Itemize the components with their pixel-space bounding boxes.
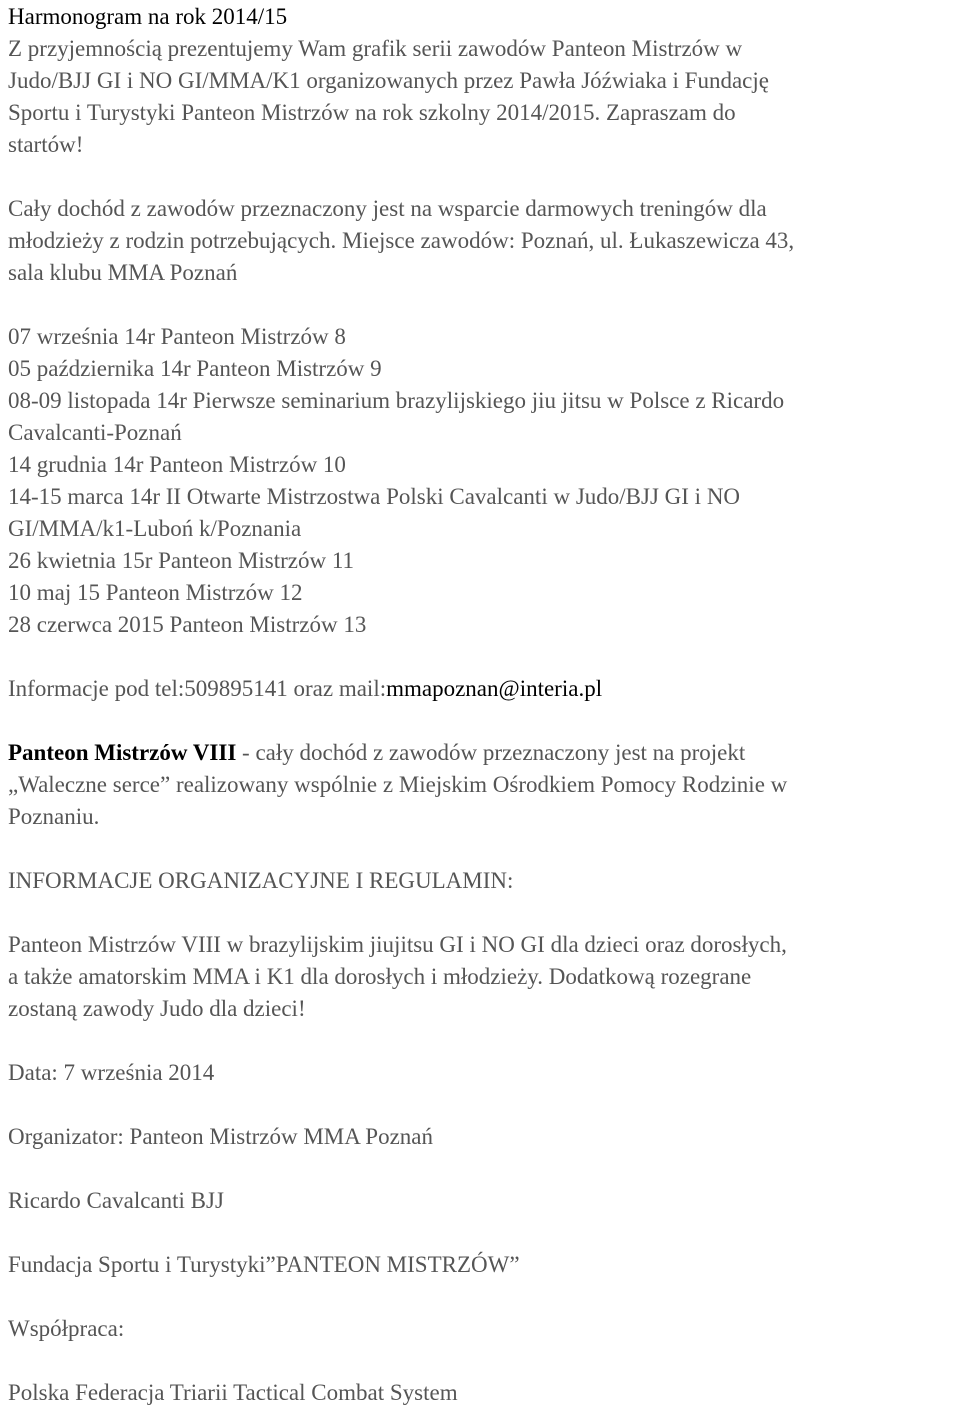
income-line: Cały dochód z zawodów przeznaczony jest na wsparcie darmowych treningów dla [8,196,767,221]
schedule-item: Cavalcanti-Poznań [8,420,182,445]
project-name: Panteon Mistrzów VIII [8,740,237,765]
spacer [8,833,952,865]
schedule-item: 14 grudnia 14r Panteon Mistrzów 10 [8,452,346,477]
spacer [8,161,952,193]
project-line: „Waleczne serce” realizowany wspólnie z Miejskim Ośrodkiem Pomocy Rodzinie w [8,772,788,797]
schedule-item: GI/MMA/k1-Luboń k/Poznania [8,516,302,541]
intro-line: Z przyjemnością prezentujemy Wam grafik serii zawodów Panteon Mistrzów w [8,36,743,61]
schedule-list [8,321,952,641]
spacer [8,1281,952,1313]
schedule-item: 05 października 14r Panteon Mistrzów 9 [8,356,382,381]
spacer [8,1153,952,1185]
document-title: Harmonogram na rok 2014/15 [8,4,288,29]
project-line: Poznaniu. [8,804,100,829]
spacer [8,705,952,737]
spacer [8,897,952,929]
project-line [8,737,952,769]
partner: Ricardo Cavalcanti BJJ [8,1188,224,1213]
spacer [8,641,952,673]
event-date: Data: 7 września 2014 [8,1060,215,1085]
schedule-item: 14-15 marca 14r II Otwarte Mistrzostwa Polski Cavalcanti w Judo/BJJ GI i NO [8,484,741,509]
description-line: Panteon Mistrzów VIII w brazylijskim jiujitsu GI i NO GI dla dzieci oraz dorosłych, [8,932,787,957]
schedule-item: 07 września 14r Panteon Mistrzów 8 [8,324,346,349]
contact-info [8,673,952,705]
schedule-item: 10 maj 15 Panteon Mistrzów 12 [8,580,303,605]
contact-prefix: Informacje pod tel:509895141 oraz mail: [8,676,387,701]
contact-email-link[interactable]: mmapoznan@interia.pl [386,676,603,701]
description-paragraph [8,929,952,1025]
spacer [8,1217,952,1249]
intro-line: Sportu i Turystyki Panteon Mistrzów na rok szkolny 2014/2015. Zapraszam do [8,100,736,125]
spacer [8,1025,952,1057]
organizer: Organizator: Panteon Mistrzów MMA Poznań [8,1124,434,1149]
spacer [8,1089,952,1121]
cooperation-label: Współpraca: [8,1316,125,1341]
organization-heading: INFORMACJE ORGANIZACYJNE I REGULAMIN: [8,868,514,893]
schedule-item: 28 czerwca 2015 Panteon Mistrzów 13 [8,612,367,637]
schedule-item: 26 kwietnia 15r Panteon Mistrzów 11 [8,548,355,573]
income-line: młodzieży z rodzin potrzebujących. Miejsce zawodów: Poznań, ul. Łukaszewicza 43, [8,228,795,253]
income-paragraph [8,193,952,289]
intro-paragraph [8,33,952,161]
intro-line: startów! [8,132,84,157]
schedule-item: 08-09 listopada 14r Pierwsze seminarium brazylijskiego jiu jitsu w Polsce z Ricardo [8,388,785,413]
spacer [8,1345,952,1377]
project-paragraph [8,737,952,833]
partner: Fundacja Sportu i Turystyki”PANTEON MISTRZÓW” [8,1252,520,1277]
description-line: zostaną zawody Judo dla dzieci! [8,996,306,1021]
intro-line: Judo/BJJ GI i NO GI/MMA/K1 organizowanych przez Pawła Jóźwiaka i Fundację [8,68,769,93]
partner: Polska Federacja Triarii Tactical Combat System [8,1380,458,1405]
spacer [8,289,952,321]
income-line: sala klubu MMA Poznań [8,260,238,285]
description-line: a także amatorskim MMA i K1 dla dorosłych i młodzieży. Dodatkową rozegrane [8,964,752,989]
project-text: - cały dochód z zawodów przeznaczony jest na projekt [236,740,746,765]
